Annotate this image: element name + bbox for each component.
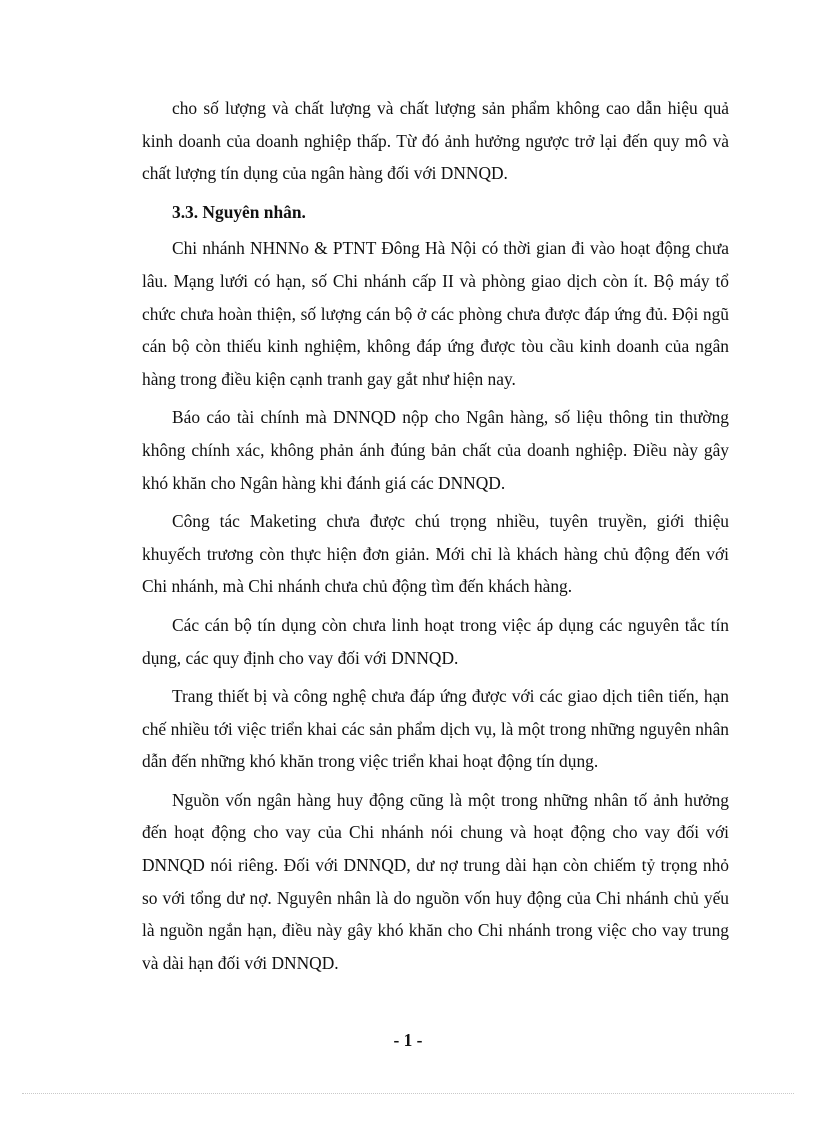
paragraph-capital-source: Nguồn vốn ngân hàng huy động cũng là một trong những nhân tố ảnh hưởng đến hoạt động cho vay của Chi nhánh nói chung và hoạt động cho vay đối với DNNQD nói riêng. Đối với DNNQD, dư nợ trung dài hạn còn chiếm tỷ trọng nhỏ so với tổng dư nợ. Nguyên nhân là do nguồn vốn huy động của Chi nhánh chủ yếu là nguồn ngắn hạn, điều này gây khó khăn cho Chi nhánh trong việc cho vay trung và dài hạn đối với DNNQD. — [142, 789, 729, 973]
paragraph-marketing: Công tác Maketing chưa được chú trọng nhiều, tuyên truyền, giới thiệu khuyếch trương còn thực hiện đơn giản. Mới chỉ là khách hàng chủ động đến với Chi nhánh, mà Chi nhánh chưa chủ động tìm đến khách hàng. — [142, 511, 729, 597]
paragraph-financial-report: Báo cáo tài chính mà DNNQD nộp cho Ngân hàng, số liệu thông tin thường không chính xác, không phản ánh đúng bản chất của doanh nghiệp. Điều này gây khó khăn cho Ngân hàng khi đánh giá các DNNQD. — [142, 407, 729, 493]
paragraph-intro: cho số lượng và chất lượng và chất lượng sản phẩm không cao dẫn hiệu quả kinh doanh của doanh nghiệp thấp. Từ đó ảnh hưởng ngược trở lại đến quy mô và chất lượng tín dụng của ngân hàng đối với DNNQD. — [142, 98, 729, 184]
paragraph-branch: Chi nhánh NHNNo & PTNT Đông Hà Nội có thời gian đi vào hoạt động chưa lâu. Mạng lưới có hạn, số Chi nhánh cấp II và phòng giao dịch còn ít. Bộ máy tổ chức chưa hoàn thiện, số lượng cán bộ ở các phòng chưa được đáp ứng đủ. Đội ngũ cán bộ còn thiếu kinh nghiệm, không đáp ứng được tòu cầu kinh doanh của ngân hàng trong điều kiện cạnh tranh gay gắt như hiện nay. — [142, 238, 729, 389]
page-number: - 1 - — [393, 1030, 423, 1050]
paragraph-credit-staff: Các cán bộ tín dụng còn chưa linh hoạt trong việc áp dụng các nguyên tắc tín dụng, các quy định cho vay đối với DNNQD. — [142, 614, 729, 668]
page-break-divider — [22, 1093, 794, 1094]
document-body — [142, 92, 729, 985]
paragraph-technology: Trang thiết bị và công nghệ chưa đáp ứng được với các giao dịch tiên tiến, hạn chế nhiều tới việc triển khai các sản phẩm dịch vụ, là một trong những nguyên nhân dẫn đến những khó khăn trong việc triển khai hoạt động tín dụng. — [142, 686, 729, 772]
section-heading: 3.3. Nguyên nhân. — [172, 201, 306, 222]
